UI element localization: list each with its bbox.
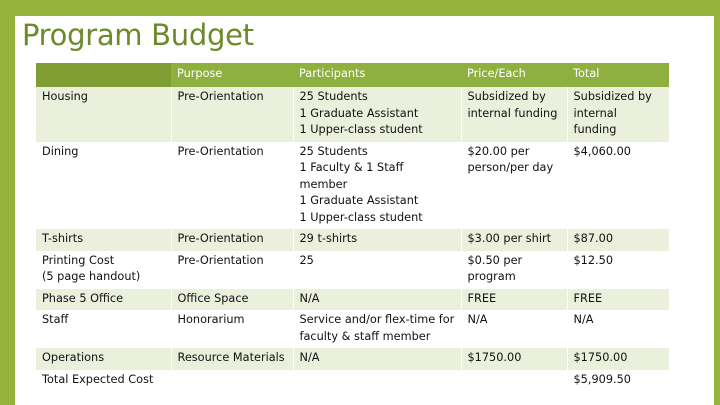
category-cell [36, 348, 171, 370]
purpose-cell [171, 229, 293, 251]
price-each-cell [461, 229, 567, 251]
price-each-cell [461, 370, 567, 392]
cell-line: Office Space [177, 291, 249, 305]
category-cell [36, 229, 171, 251]
cell-line: N/A [299, 351, 320, 364]
header-cell-participants: Participants [293, 63, 461, 87]
slide-frame-top [0, 0, 720, 16]
cell-line: $87.00 [573, 232, 614, 245]
category-cell [36, 310, 171, 348]
cell-line: $12.50 [573, 253, 614, 267]
price-each-cell [461, 87, 567, 142]
purpose-cell [171, 289, 293, 311]
cell-line: Pre-Orientation [177, 90, 264, 103]
purpose-cell [171, 348, 293, 370]
total-cell [567, 142, 669, 230]
purpose-cell [171, 87, 293, 142]
cell-line: 1 Upper-class student [299, 210, 423, 224]
table-row [36, 289, 669, 311]
category-cell [36, 87, 171, 142]
cell-line: 1 Graduate Assistant [299, 194, 419, 207]
purpose-cell [171, 251, 293, 289]
slide-title: Program Budget [22, 18, 254, 52]
total-cell [567, 251, 669, 289]
cell-line: 1 Graduate Assistant [299, 106, 419, 120]
cell-line: Housing [42, 90, 88, 103]
cell-line [178, 372, 287, 389]
cell-line: $0.50 per [467, 253, 523, 267]
participants-cell [293, 348, 461, 370]
cell-line: program [467, 270, 516, 283]
header-cell-price-each: Price/Each [461, 63, 567, 87]
price-each-cell [461, 251, 567, 289]
cell-line: Subsidized by [573, 90, 652, 103]
participants-cell [293, 229, 461, 251]
cell-line: faculty & staff member [299, 329, 431, 343]
table-row [36, 229, 669, 251]
cell-line [468, 372, 561, 389]
purpose-cell [171, 310, 293, 348]
total-cell [567, 87, 669, 142]
table-row [36, 142, 669, 230]
cell-line: Phase 5 Office [42, 291, 124, 305]
cell-line: Printing Cost [42, 253, 115, 267]
table-row [36, 310, 669, 348]
cell-line: Resource Materials [177, 351, 285, 364]
total-cell [567, 289, 669, 311]
header-cell-corner [36, 63, 171, 87]
cell-line: Total Expected Cost [42, 372, 154, 386]
participants-cell [293, 310, 461, 348]
cell-line: 25 Students [299, 90, 368, 103]
cell-line: 25 Students [299, 144, 368, 158]
table-row [36, 370, 669, 392]
cell-line: T-shirts [42, 232, 84, 245]
total-cell [567, 310, 669, 348]
cell-line: N/A [467, 313, 488, 326]
participants-cell [293, 251, 461, 289]
table-row [36, 87, 669, 142]
cell-line: Service and/or flex-time for [299, 313, 455, 326]
header-cell-purpose: Purpose [171, 63, 293, 87]
cell-line: 29 t-shirts [299, 232, 358, 245]
purpose-cell [171, 370, 293, 392]
cell-line: 1 Upper-class student [299, 123, 423, 136]
cell-line: 25 [299, 253, 314, 267]
participants-cell [293, 142, 461, 230]
cell-line: $4,060.00 [573, 144, 631, 158]
cell-line: FREE [573, 291, 603, 305]
cell-line: $1750.00 [467, 351, 522, 364]
total-cell [567, 370, 669, 392]
price-each-cell [461, 310, 567, 348]
participants-cell [293, 370, 461, 392]
cell-line: Honorarium [177, 313, 245, 326]
table-body [36, 87, 669, 391]
participants-cell [293, 87, 461, 142]
cell-line: $3.00 per shirt [467, 232, 552, 245]
cell-line: 1 Faculty & 1 Staff member [299, 161, 404, 191]
price-each-cell [461, 142, 567, 230]
cell-line: $5,909.50 [573, 372, 631, 386]
category-cell [36, 142, 171, 230]
cell-line: Pre-Orientation [177, 144, 264, 158]
cell-line: (5 page handout) [42, 270, 141, 283]
cell-line: N/A [299, 291, 320, 305]
cell-line: Pre-Orientation [177, 253, 264, 267]
cell-line [300, 372, 455, 389]
total-cell [567, 348, 669, 370]
cell-line: $20.00 per [467, 144, 530, 158]
cell-line: Subsidized by [467, 90, 546, 103]
cell-line: person/per day [467, 161, 554, 174]
table-row [36, 251, 669, 289]
cell-line: Dining [42, 144, 79, 158]
price-each-cell [461, 348, 567, 370]
cell-line: internal funding [573, 106, 617, 136]
category-cell [36, 251, 171, 289]
cell-line: Staff [42, 313, 69, 326]
table-row [36, 348, 669, 370]
cell-line: FREE [467, 291, 497, 305]
slide-frame-left [0, 0, 15, 405]
purpose-cell [171, 142, 293, 230]
cell-line: Operations [42, 351, 105, 364]
budget-table [36, 63, 669, 391]
cell-line: N/A [573, 313, 594, 326]
category-cell [36, 289, 171, 311]
price-each-cell [461, 289, 567, 311]
total-cell [567, 229, 669, 251]
cell-line: internal funding [467, 106, 558, 120]
category-cell [36, 370, 171, 392]
slide-frame-right [714, 0, 720, 405]
header-cell-total: Total [567, 63, 669, 87]
participants-cell [293, 289, 461, 311]
cell-line: $1750.00 [573, 351, 628, 364]
table-header-row [36, 63, 669, 87]
cell-line: Pre-Orientation [177, 232, 264, 245]
